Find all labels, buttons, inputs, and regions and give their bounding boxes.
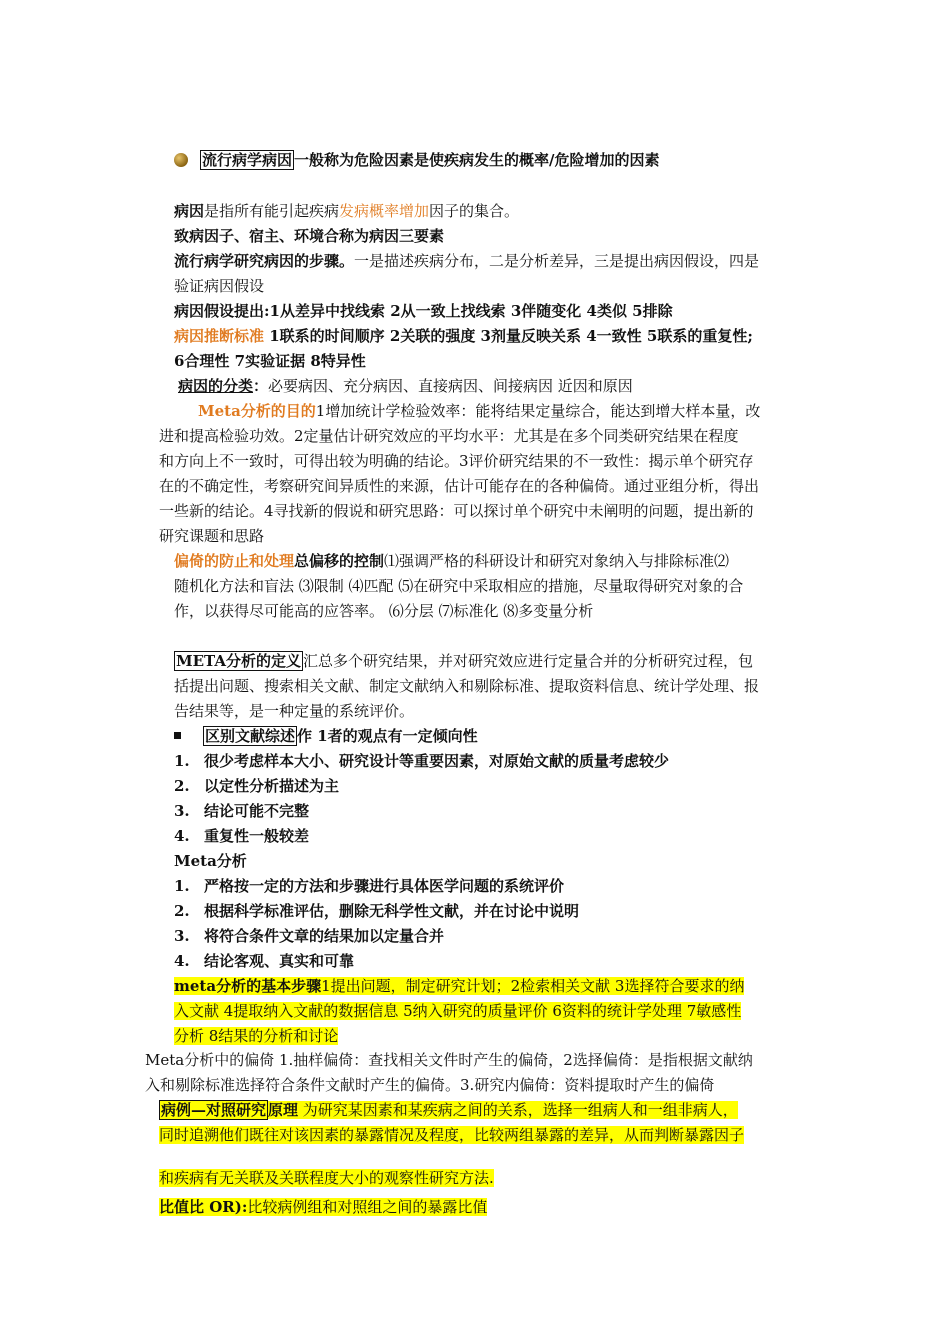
meta-steps-title: meta分析的基本步骤 — [174, 977, 322, 995]
case-control-line — [159, 1098, 738, 1122]
meta-purpose-title: Meta分析的目的 — [198, 402, 316, 420]
epi-cause-definition: 一般称为危险因素是使疾病发生的概率/危险增加的因素 — [294, 151, 660, 169]
meta-def-line — [174, 649, 753, 673]
odds-ratio-title: 比值比 OR): — [159, 1198, 248, 1216]
list-item: 2. 以定性分析描述为主 — [174, 777, 340, 795]
meta-purpose-line — [198, 399, 760, 423]
classification-colon: ： — [253, 377, 269, 395]
list-item: 4. 重复性一般较差 — [174, 827, 310, 845]
case-control-line-2: 同时追溯他们既往对该因素的暴露情况及程度，比较两组暴露的差异，从而判断暴露因子 — [159, 1126, 745, 1144]
bias-line — [174, 549, 729, 573]
review-text: 作 1者的观点有一定倾向性 — [297, 727, 478, 745]
odds-ratio-line — [159, 1195, 487, 1219]
classification-line — [178, 374, 633, 398]
steps-text: 一是描述疾病分布，二是分析差异，三是提出病因假设，四是 — [354, 252, 760, 270]
epi-cause-line — [174, 148, 660, 172]
criteria-text: 1联系的时间顺序 2关联的强度 3剂量反映关系 4一致性 5联系的重复性; — [264, 327, 753, 345]
cause-highlight: 发病概率增加 — [339, 202, 430, 220]
classification-text: 必要病因、充分病因、直接病因、间接病因 近因和原因 — [268, 377, 633, 395]
meta-steps-line — [174, 974, 744, 998]
three-elements-line: 致病因子、宿主、环境合称为病因三要素 — [174, 227, 445, 245]
case-control-title: 病例—对照研究 — [161, 1101, 267, 1119]
meta-steps-text: 1提出问题，制定研究计划；2检索相关文献 3选择符合要求的纳 — [321, 977, 745, 995]
meta-steps-line-3: 分析 8结果的分析和讨论 — [174, 1027, 339, 1045]
criteria-line-2: 6合理性 7实验证据 8特异性 — [174, 352, 366, 370]
meta-purpose-text: 1增加统计学检验效率：能将结果定量综合，能达到增大样本量，改 — [315, 402, 761, 420]
meta-purpose-line-6: 研究课题和思路 — [159, 527, 265, 545]
meta-purpose-line-3: 和方向上不一致时，可得出较为明确的结论。3评价研究结果的不一致性：揭示单个研究存 — [159, 452, 754, 470]
meta-bias-line-2: 入和剔除标准选择符合条件文献时产生的偏倚。3.研究内偏倚：资料提取时产生的偏倚 — [145, 1076, 715, 1094]
bias-line-3: 作，以获得尽可能高的应答率。 ⑹分层 ⑺标准化 ⑻多变量分析 — [174, 602, 594, 620]
criteria-title: 病因推断标准 — [174, 327, 265, 345]
cause-text-end: 因子的集合。 — [429, 202, 520, 220]
meta-def-title: META分析的定义 — [176, 652, 302, 670]
meta-label: Meta分析 — [174, 852, 247, 870]
list-item: 2. 根据科学标准评估，删除无科学性文献，并在讨论中说明 — [174, 902, 580, 920]
list-item: 1. 严格按一定的方法和步骤进行具体医学问题的系统评价 — [174, 877, 565, 895]
meta-def-text: 汇总多个研究结果，并对研究效应进行定量合并的分析研究过程，包 — [303, 652, 754, 670]
bullet-dot-icon — [174, 153, 188, 167]
case-control-line-3: 和疾病有无关联及关联程度大小的观察性研究方法. — [159, 1169, 494, 1187]
steps-line — [174, 249, 759, 273]
odds-ratio-text: 比较病例组和对照组之间的暴露比值 — [247, 1198, 488, 1216]
steps-title: 流行病学研究病因的步骤。 — [174, 252, 355, 270]
meta-bias-line: Meta分析中的偏倚 1.抽样偏倚：查找相关文件时产生的偏倚，2选择偏倚：是指根据文献纳 — [145, 1051, 753, 1069]
steps-line-2: 验证病因假设 — [174, 277, 265, 295]
cause-term: 病因 — [174, 202, 205, 220]
meta-purpose-line-5: 一些新的结论。4寻找新的假说和研究思路：可以探讨单个研究中未阐明的问题，提出新的 — [159, 502, 754, 520]
case-control-text: 为研究某因素和某疾病之间的关系，选择一组病人和一组非病人， — [298, 1101, 738, 1119]
review-title: 区别文献综述 — [205, 727, 296, 745]
epi-cause-term: 流行病学病因 — [202, 151, 293, 169]
list-item: 1. 很少考虑样本大小、研究设计等重要因素，对原始文献的质量考虑较少 — [174, 752, 670, 770]
square-bullet-icon — [174, 732, 181, 739]
cause-definition-line — [174, 199, 519, 223]
bias-title: 偏倚的防止和处理 — [174, 552, 295, 570]
meta-def-line-2: 括提出问题、搜索相关文献、制定文献纳入和剔除标准、提取资料信息、统计学处理、报 — [174, 677, 760, 695]
bias-subtitle: 总偏移的控制 — [294, 552, 385, 570]
list-item: 4. 结论客观、真实和可靠 — [174, 952, 355, 970]
meta-def-line-3: 告结果等，是一种定量的系统评价。 — [174, 702, 415, 720]
bias-line-2: 随机化方法和盲法 ⑶限制 ⑷匹配 ⑸在研究中采取相应的措施，尽量取得研究对象的合 — [174, 577, 744, 595]
hypothesis-line: 病因假设提出:1从差异中找线索 2从一致上找线索 3伴随变化 4类似 5排除 — [174, 302, 673, 320]
meta-purpose-line-2: 进和提高检验功效。2定量估计研究效应的平均水平：尤其是在多个同类研究结果在程度 — [159, 427, 739, 445]
classification-title: 病因的分类 — [178, 377, 254, 395]
list-item: 3. 将符合条件文章的结果加以定量合并 — [174, 927, 445, 945]
case-control-principle: 原理 — [268, 1101, 299, 1119]
review-line — [174, 724, 478, 748]
meta-steps-line-2: 入文献 4提取纳入文献的数据信息 5纳入研究的质量评价 6资料的统计学处理 7敏感性 — [174, 1002, 742, 1020]
criteria-line — [174, 324, 753, 348]
cause-text: 是指所有能引起疾病 — [204, 202, 340, 220]
meta-purpose-line-4: 在的不确定性，考察研究间异质性的来源，估计可能存在的各种偏倚。通过亚组分析，得出 — [159, 477, 760, 495]
bias-text: ⑴强调严格的科研设计和研究对象纳入与排除标准⑵ — [384, 552, 730, 570]
list-item: 3. 结论可能不完整 — [174, 802, 310, 820]
